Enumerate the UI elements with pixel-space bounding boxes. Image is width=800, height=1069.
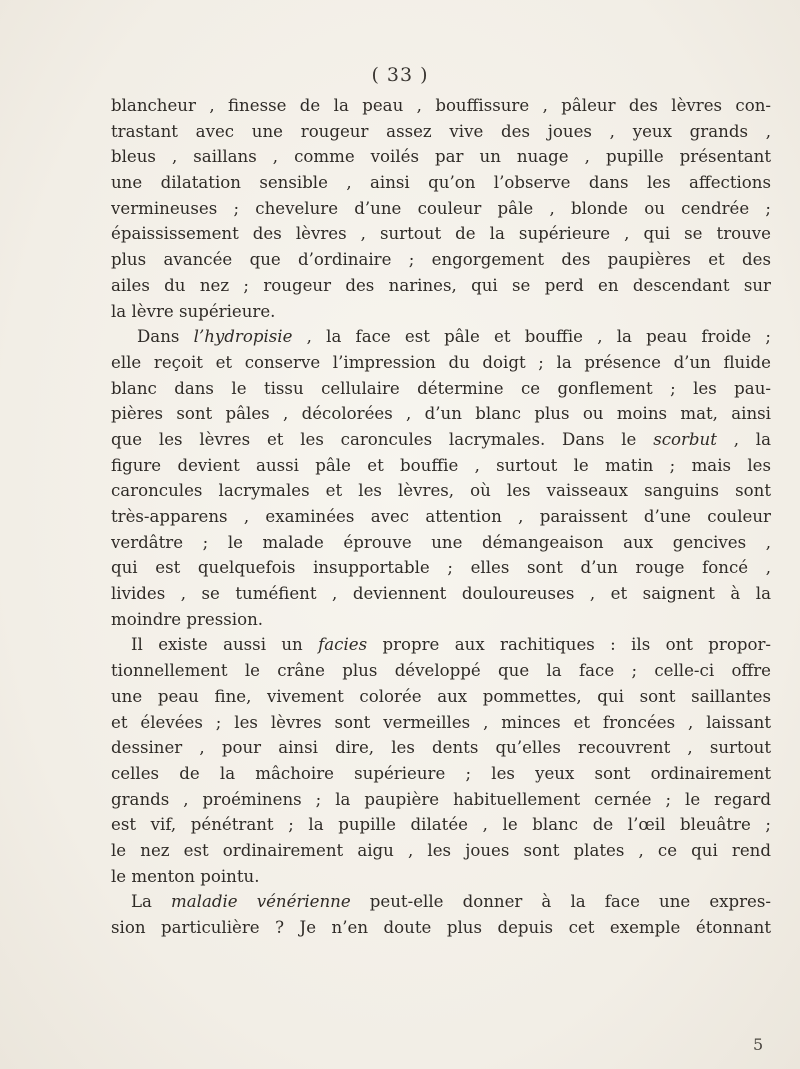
text-line: caroncules lacrymales et les lèvres, où les vaisseaux sanguins sont: [111, 481, 771, 501]
text-line-scorbut: [111, 427, 771, 453]
text-line: plus avancée que d’ordinaire ; engorgement des paupières et des: [111, 250, 771, 270]
text-line: très-apparens , examinées avec attention , paraissent d’une couleur: [111, 507, 771, 526]
text-line: sion particulière ? Je n’en doute plus depuis cet exemple étonnant: [111, 918, 771, 937]
text-line: moindre pression.: [111, 609, 264, 629]
text-line: et élevées ; les lèvres sont vermeilles , minces et froncées , laissant: [111, 712, 771, 732]
text-line: figure devient aussi pâle et bouffie , surtout le matin ; mais les: [111, 455, 771, 475]
text-line: verdâtre ; le malade éprouve une démangeaison aux gencives ,: [111, 532, 771, 552]
text-line: blanc dans le tissu cellulaire détermine ce gonflement ; les pau-: [111, 378, 771, 398]
text-line: le menton pointu.: [111, 866, 260, 886]
text-segment: Il existe aussi un: [131, 635, 319, 655]
text-segment: Dans: [137, 327, 194, 347]
text-line: qui est quelquefois insupportable ; elles sont d’un rouge foncé ,: [111, 558, 771, 578]
text-line: une peau fine, vivement colorée aux pommettes, qui sont saillantes: [111, 686, 771, 706]
italic-term: facies: [318, 635, 368, 655]
text-line: pières sont pâles , décolorées , d’un blanc plus ou moins mat, ainsi: [111, 404, 771, 424]
text-segment: La: [131, 892, 172, 912]
text-segment: que les lèvres et les caroncules lacrymales. Dans le: [111, 429, 654, 449]
text-line-facies: [111, 632, 771, 658]
text-line: tionnellement le crâne plus développé que la face ; celle-ci offre: [111, 661, 771, 681]
text-line-hydropisie: [111, 324, 771, 350]
italic-term: l’hydropisie: [193, 327, 293, 347]
text-line: grands , proéminens ; la paupière habituellement cernée ; le regard: [111, 789, 771, 809]
text-line: est vif, pénétrant ; la pupille dilatée , le blanc de l’œil bleuâtre ;: [111, 815, 771, 835]
text-line: la lèvre supérieure.: [111, 301, 276, 321]
text-segment: , la face est pâle et bouffie , la peau froide ;: [292, 327, 771, 347]
body-text: [111, 93, 771, 941]
text-line: épaississement des lèvres , surtout de la supérieure , qui se trouve: [111, 224, 771, 244]
page-number: ( 33 ): [371, 64, 429, 86]
text-segment: propre aux rachitiques : ils ont propor-: [367, 635, 771, 655]
text-line: bleus , saillans , comme voilés par un nuage , pupille présentant: [111, 147, 771, 167]
text-line: elle reçoit et conserve l’impression du doigt ; la présence d’un fluide: [111, 352, 771, 372]
text-line: le nez est ordinairement aigu , les joues sont plates , ce qui rend: [111, 840, 771, 860]
signature-mark: 5: [753, 1035, 764, 1054]
text-line: dessiner , pour ainsi dire, les dents qu’elles recouvrent , surtout: [111, 738, 771, 758]
text-line: ailes du nez ; rougeur des narines, qui se perd en descendant sur: [111, 275, 771, 295]
text-segment: , la: [716, 429, 771, 449]
text-line: blancheur , finesse de la peau , bouffissure , pâleur des lèvres con-: [111, 96, 771, 115]
text-line: trastant avec une rougeur assez vive des joues , yeux grands ,: [111, 121, 771, 141]
italic-term: scorbut: [653, 429, 717, 449]
text-line: celles de la mâchoire supérieure ; les yeux sont ordinairement: [111, 763, 771, 783]
italic-term: maladie vénérienne: [171, 892, 351, 912]
text-line: livides , se tuméfient , deviennent douloureuses , et saignent à la: [111, 584, 771, 604]
text-segment: peut-elle donner à la face une expres-: [350, 892, 771, 912]
text-line: une dilatation sensible , ainsi qu’on l’observe dans les affections: [111, 173, 771, 193]
text-line: vermineuses ; chevelure d’une couleur pâle , blonde ou cendrée ;: [111, 198, 771, 218]
text-line-maladie: [111, 889, 771, 915]
